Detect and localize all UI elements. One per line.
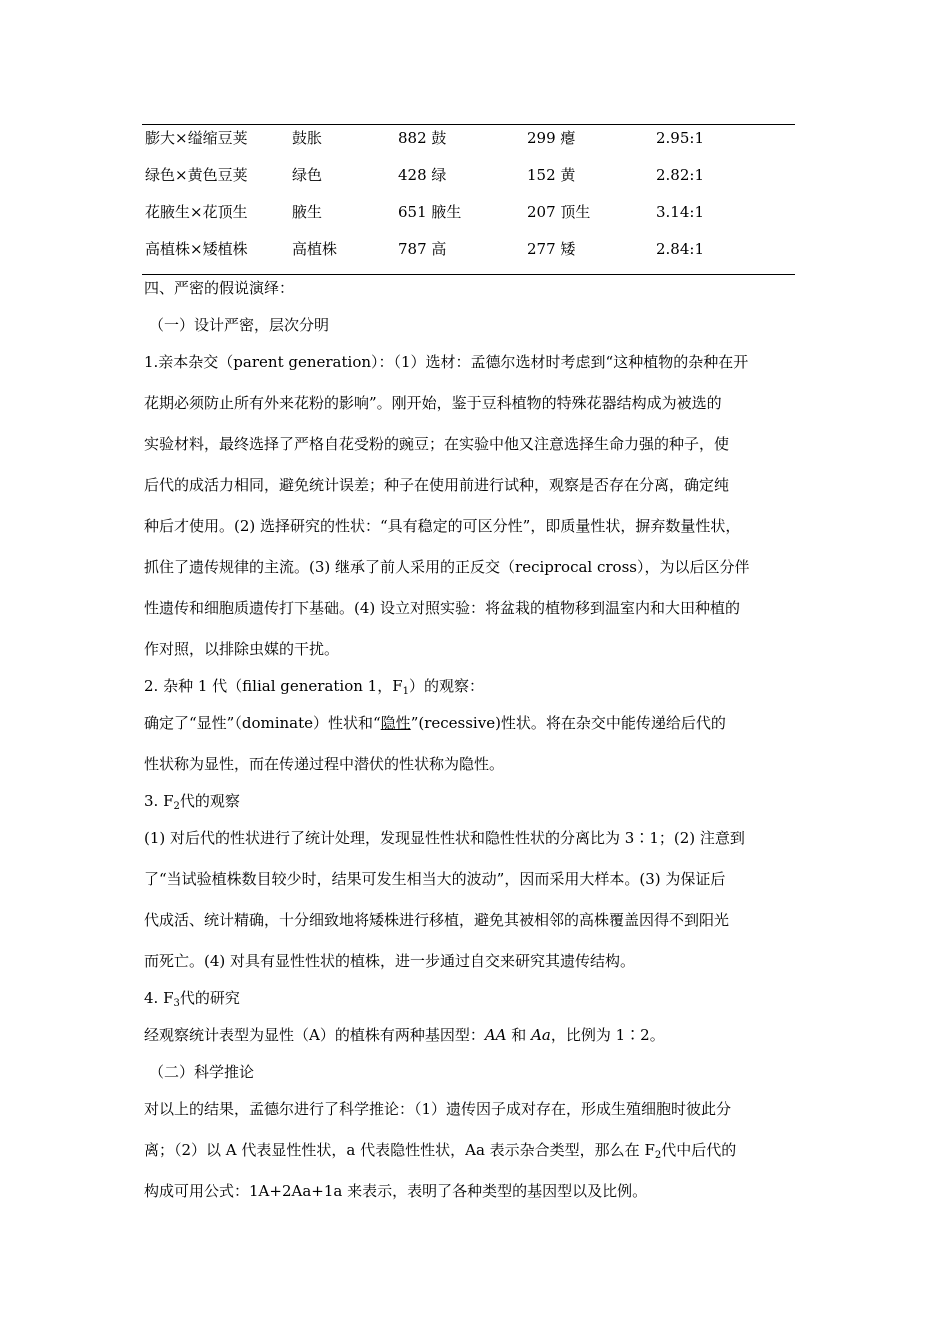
table-cell: 3.14:1	[656, 203, 704, 221]
paragraph-line: (1) 对后代的性状进行了统计处理，发现显性性状和隐性性状的分离比为 3∶1；(2) 注意到	[144, 829, 745, 847]
text-run: ，比例为 1∶2。	[550, 1026, 665, 1044]
table-row	[142, 200, 795, 224]
text-run: 确定了“显性”（dominate）性状和“	[144, 714, 381, 732]
text-run: 和	[506, 1026, 532, 1044]
paragraph-line: 性状称为显性，而在传递过程中潜伏的性状称为隐性。	[144, 755, 505, 773]
subsection-heading: （二）科学推论	[149, 1063, 255, 1081]
heading-text: 代的研究	[179, 989, 240, 1007]
heading-text: 代的观察	[179, 792, 240, 810]
table-cell: 鼓胀	[292, 129, 323, 147]
heading-text: 2. 杂种 1 代（filial generation 1，F	[144, 677, 403, 695]
table-row	[142, 163, 795, 187]
table-cell: 2.82:1	[656, 166, 704, 184]
italic-term: Aa	[531, 1026, 551, 1044]
table-cell: 花腋生×花顶生	[145, 203, 248, 221]
table-cell: 299 瘪	[527, 129, 576, 147]
table-cell: 腋生	[292, 203, 323, 221]
heading-text: 3. F	[144, 792, 174, 810]
table-cell: 152 黄	[527, 166, 576, 184]
table-cell: 膨大×缢缩豆荚	[145, 129, 248, 147]
table-cell: 高植株×矮植株	[145, 240, 248, 258]
table-cell: 277 矮	[527, 240, 576, 258]
table-cell: 787 高	[398, 240, 447, 258]
table-cell: 428 绿	[398, 166, 447, 184]
paragraph-line: 了“当试验植株数目较少时，结果可发生相当大的波动”，因而采用大样本。(3) 为保证后	[144, 870, 726, 888]
item-heading	[144, 789, 240, 819]
item-heading	[144, 986, 240, 1016]
paragraph-line	[144, 1138, 736, 1168]
table-row	[142, 126, 795, 150]
paragraph-line: 代成活、统计精确，十分细致地将矮株进行移植，避免其被相邻的高株覆盖因得不到阳光	[144, 911, 730, 929]
italic-term: AA	[484, 1026, 507, 1044]
subscript: 2	[654, 1150, 662, 1161]
table-cell: 2.95:1	[656, 129, 704, 147]
paragraph-line: 1.亲本杂交（parent generation）：（1）选材：孟德尔选材时考虑到“这种植物的杂种在开	[144, 353, 749, 371]
paragraph-line: 性遗传和细胞质遗传打下基础。(4) 设立对照实验：将盆栽的植物移到温室内和大田种植的	[144, 599, 741, 617]
underlined-term: 隐性	[380, 714, 411, 732]
subscript: 2	[173, 801, 180, 812]
table-top-rule	[142, 124, 795, 125]
paragraph-line: 抓住了遗传规律的主流。(3) 继承了前人采用的正反交（reciprocal cross），为以后区分伴	[144, 558, 750, 576]
paragraph-line: 作对照，以排除虫媒的干扰。	[144, 640, 340, 658]
paragraph-line	[144, 1023, 665, 1047]
table-row	[142, 237, 795, 261]
paragraph-line: 后代的成活力相同，避免统计误差；种子在使用前进行试种，观察是否存在分离，确定纯	[144, 476, 730, 494]
paragraph-line: 对以上的结果，孟德尔进行了科学推论：（1）遗传因子成对存在，形成生殖细胞时彼此分	[144, 1100, 732, 1118]
table-cell: 绿色	[292, 166, 323, 184]
heading-text: 4. F	[144, 989, 174, 1007]
paragraph-line	[144, 711, 726, 735]
paragraph-line: 构成可用公式：1A+2Aa+1a 来表示，表明了各种类型的基因型以及比例。	[144, 1182, 648, 1200]
table-cell: 高植株	[292, 240, 338, 258]
table-cell: 651 腋生	[398, 203, 462, 221]
table-bottom-rule	[142, 274, 795, 275]
table-cell: 2.84:1	[656, 240, 704, 258]
text-run: 离；（2）以 A 代表显性性状，a 代表隐性性状，Aa 表示杂合类型，那么在 F	[144, 1141, 655, 1159]
section-heading: 四、严密的假说演绎：	[144, 279, 295, 297]
text-run: ”(recessive)性状。将在杂交中能传递给后代的	[410, 714, 726, 732]
paragraph-line: 实验材料，最终选择了严格自花受粉的豌豆；在实验中他又注意选择生命力强的种子，使	[144, 435, 730, 453]
subscript: 1	[402, 686, 410, 697]
item-heading	[144, 674, 484, 704]
text-run: 经观察统计表型为显性（A）的植株有两种基因型：	[144, 1026, 485, 1044]
subsection-heading: （一）设计严密，层次分明	[149, 316, 330, 334]
table-cell: 882 鼓	[398, 129, 447, 147]
table-cell: 绿色×黄色豆荚	[145, 166, 248, 184]
paragraph-line: 种后才使用。(2) 选择研究的性状：“具有稳定的可区分性”，即质量性状，摒弃数量性状，	[144, 517, 741, 535]
text-run: 代中后代的	[661, 1141, 737, 1159]
subscript: 3	[173, 998, 180, 1009]
heading-text: ）的观察：	[409, 677, 485, 695]
table-cell: 207 顶生	[527, 203, 591, 221]
paragraph-line: 花期必须防止所有外来花粉的影响”。刚开始，鉴于豆科植物的特殊花器结构成为被选的	[144, 394, 722, 412]
paragraph-line: 而死亡。(4) 对具有显性性状的植株，进一步通过自交来研究其遗传结构。	[144, 952, 636, 970]
